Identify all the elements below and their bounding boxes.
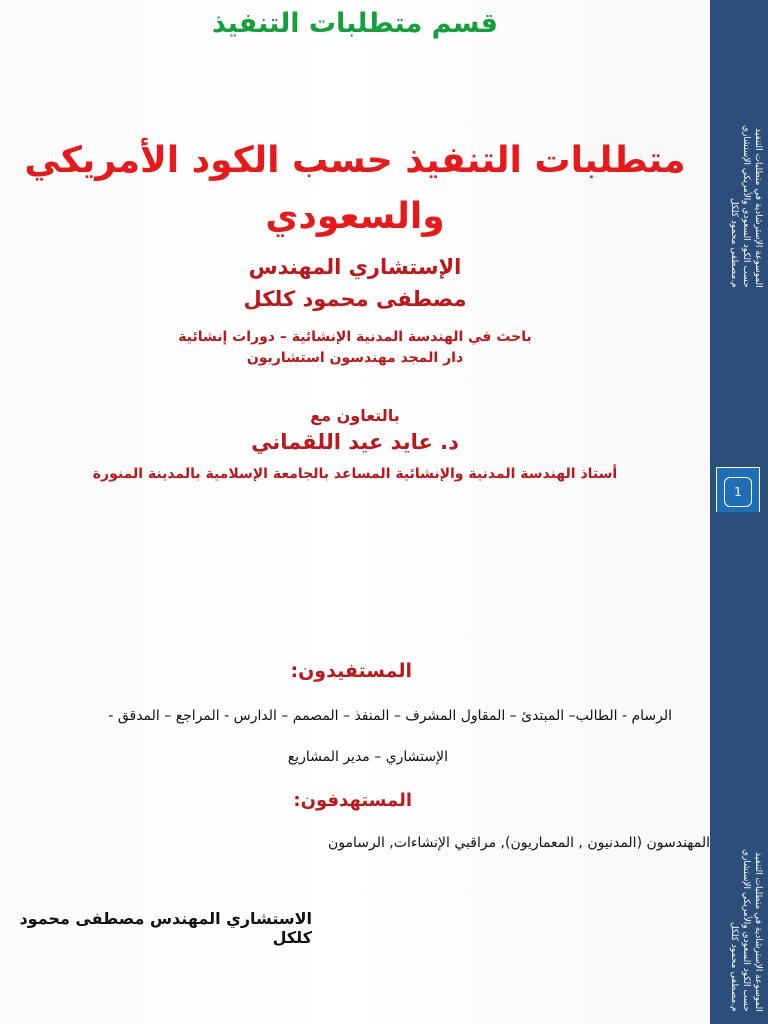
beneficiaries-list-line-1: الرسام - الطالب– المبتدئ – المقاول المشرف – المنفذ – المصمم – الدارس - المراجع – المدقق - [108,708,672,724]
targeted-heading: المستهدفون: [293,790,412,811]
title-slide-content [0,0,710,512]
sidebar [710,0,768,512]
page-number: 1 [724,477,752,507]
main-title-line-1: متطلبات التنفيذ حسب الكود الأمريكي [24,140,686,181]
sidebar-2-line-3: م.مصطفى محمود كلكل [729,922,739,1012]
author-name: مصطفى محمود كلكل [243,287,467,311]
page-number-badge [716,467,760,512]
author-signature: الاستشاري المهندس مصطفى محمود كلكل [19,909,312,947]
sidebar-line-2: حسب الكود السعودي والأمريكي الإستشاري [741,125,751,288]
sidebar-2 [710,512,768,1024]
targeted-list: المهندسون (المدنيون , المعماريون), مراقبي الإنشاءات, الرسامون [327,835,710,851]
audience-slide-content [0,512,710,1024]
collaborator-description: أستاذ الهندسة المدنية والإنشائية المساعد بالجامعة الإسلامية بالمدينة المنورة [92,466,618,482]
beneficiaries-heading: المستفيدون: [290,660,412,682]
sidebar-text-2 [714,812,764,1012]
sidebar-line-1: الموسوعة الإسترشادية في متطلبات التنفيذ [753,128,763,288]
sidebar-line-3: م.مصطفى محمود كلكل [729,198,739,288]
audience-slide [0,512,768,1024]
main-title-line-2: والسعودي [265,196,445,237]
sidebar-text [714,8,764,288]
author-description-2: دار المجد مهندسون استشاريون [246,350,464,366]
section-title: قسم متطلبات التنفيذ [212,8,498,39]
beneficiaries-list-line-2: الإستشاري – مدير المشاريع [287,749,448,765]
sidebar-2-line-1: الموسوعة الإسترشادية في متطلبات التنفيذ [753,852,763,1012]
sidebar-2-line-2: حسب الكود السعودي والأمريكي الإستشاري [741,849,751,1012]
collaborator-name: د. عايد عيد اللقماني [251,430,459,454]
collaboration-label: بالتعاون مع [310,406,400,425]
author-role: الإستشاري المهندس [248,255,462,279]
author-description-1: باحث في الهندسة المدنية الإنشائية – دورات إنشائية [178,329,532,345]
